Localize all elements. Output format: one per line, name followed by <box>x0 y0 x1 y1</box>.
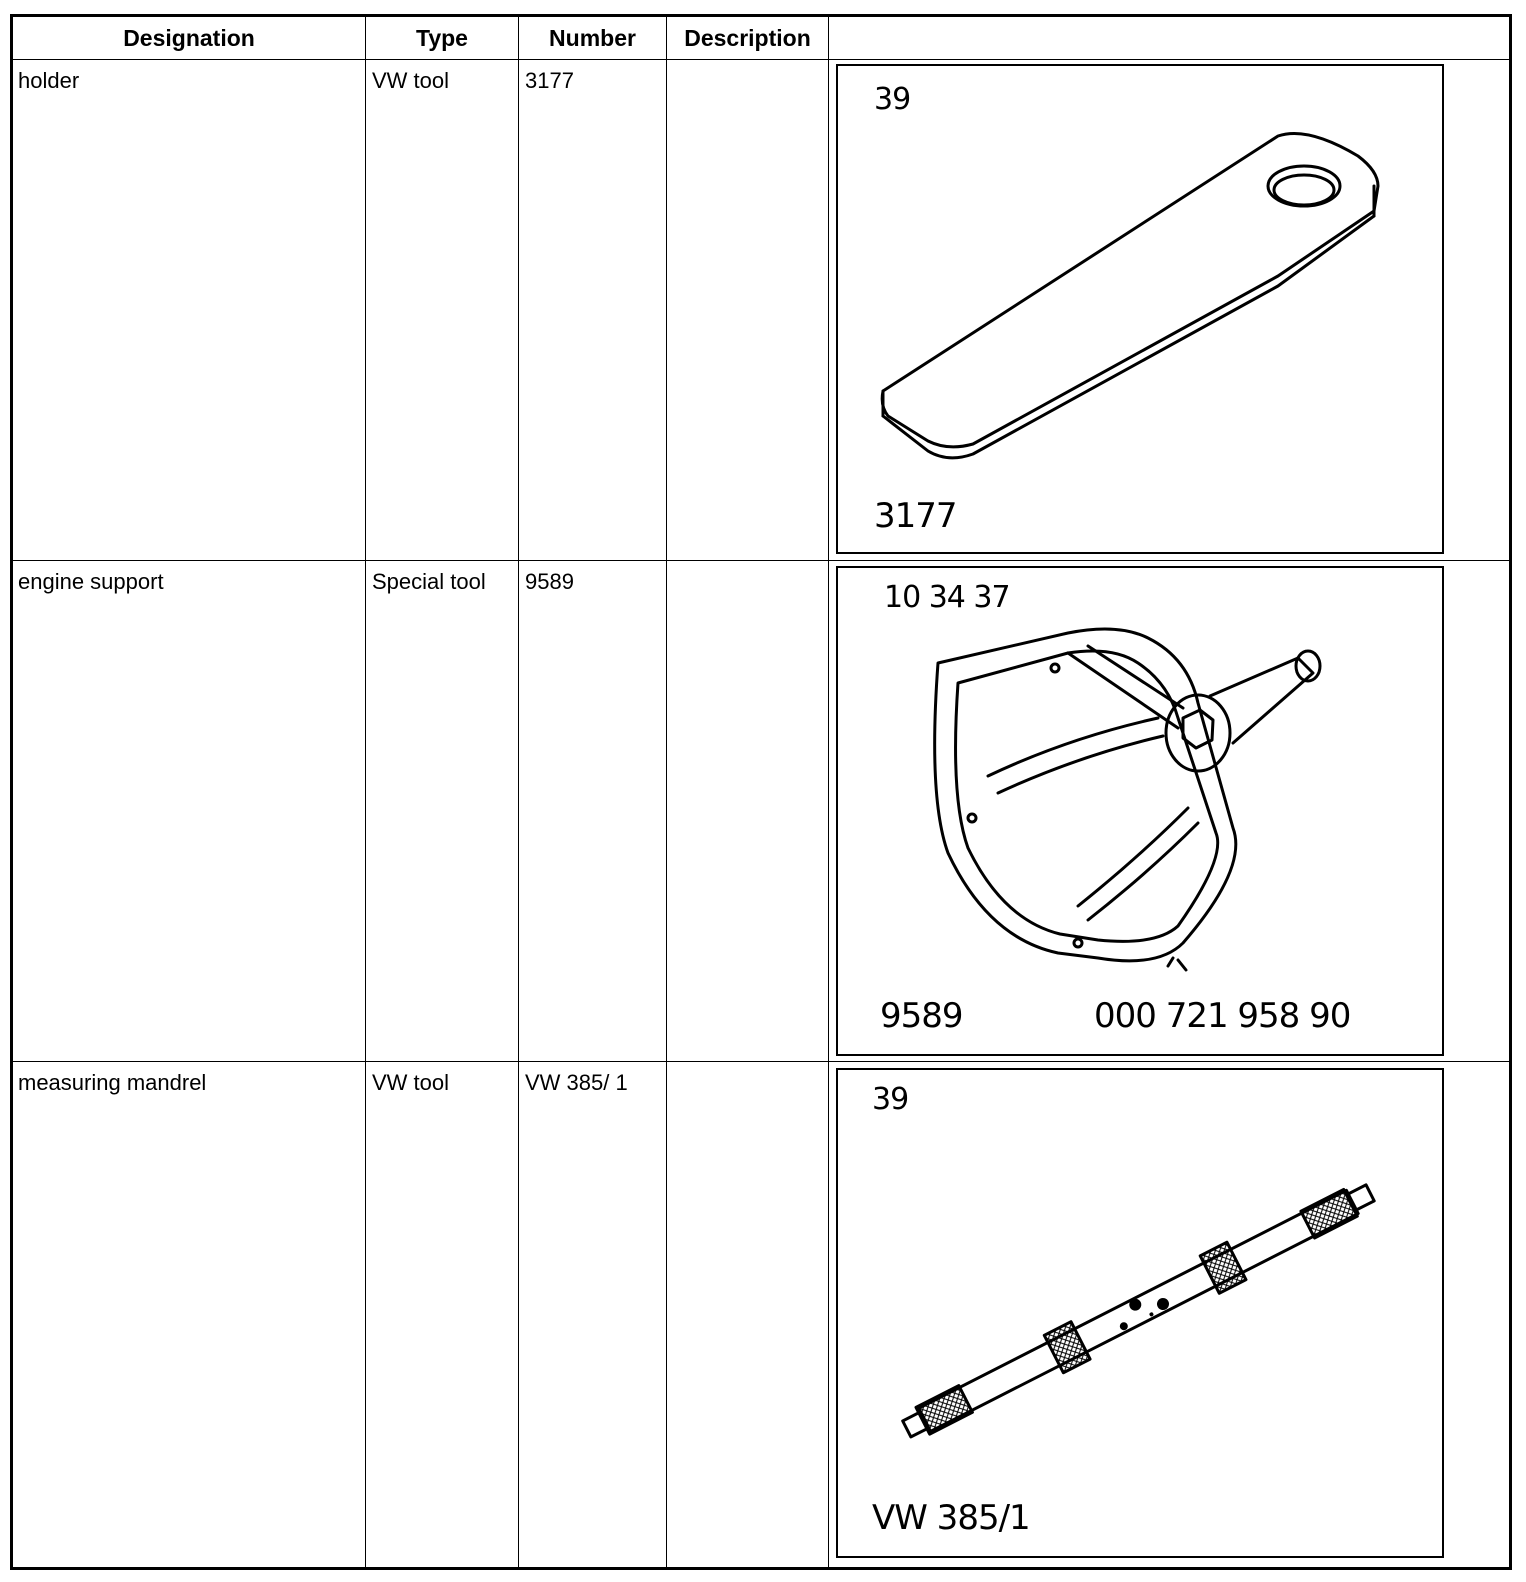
row-2-tool-image <box>836 566 1444 1056</box>
row-3-type: VW tool <box>372 1070 450 1095</box>
row-1-designation: holder <box>18 68 80 93</box>
column-divider <box>365 14 366 1570</box>
header-description: Description <box>684 25 811 51</box>
image-part-number-label: 000 721 958 90 <box>1094 996 1351 1036</box>
image-top-label: 39 <box>874 82 911 117</box>
image-bottom-label: VW 385/1 <box>872 1498 1030 1538</box>
holder-bar-icon <box>838 66 1442 552</box>
row-2-number: 9589 <box>525 569 574 594</box>
header-number: Number <box>549 25 636 51</box>
header-designation: Designation <box>123 25 255 51</box>
row-3-designation: measuring mandrel <box>18 1070 207 1095</box>
header-image <box>829 16 1509 60</box>
image-bottom-label: 9589 <box>880 996 963 1036</box>
row-3-tool-image <box>836 1068 1444 1558</box>
measuring-mandrel-icon <box>838 1070 1442 1556</box>
column-divider <box>666 14 667 1570</box>
row-1-type: VW tool <box>372 68 450 93</box>
row-1-number: 3177 <box>525 68 574 93</box>
image-bottom-label: 3177 <box>874 496 957 536</box>
image-top-label: 39 <box>872 1082 909 1117</box>
row-1-tool-image <box>836 64 1444 554</box>
image-top-label: 10 34 37 <box>884 580 1010 615</box>
row-2-type: Special tool <box>372 569 486 594</box>
header-type: Type <box>416 25 468 51</box>
row-3-number: VW 385/ 1 <box>525 1070 628 1095</box>
column-divider <box>828 14 829 1570</box>
row-2-designation: engine support <box>18 569 164 594</box>
row-divider <box>10 1061 1512 1062</box>
engine-support-icon <box>838 568 1442 1054</box>
row-divider <box>10 560 1512 561</box>
column-divider <box>518 14 519 1570</box>
